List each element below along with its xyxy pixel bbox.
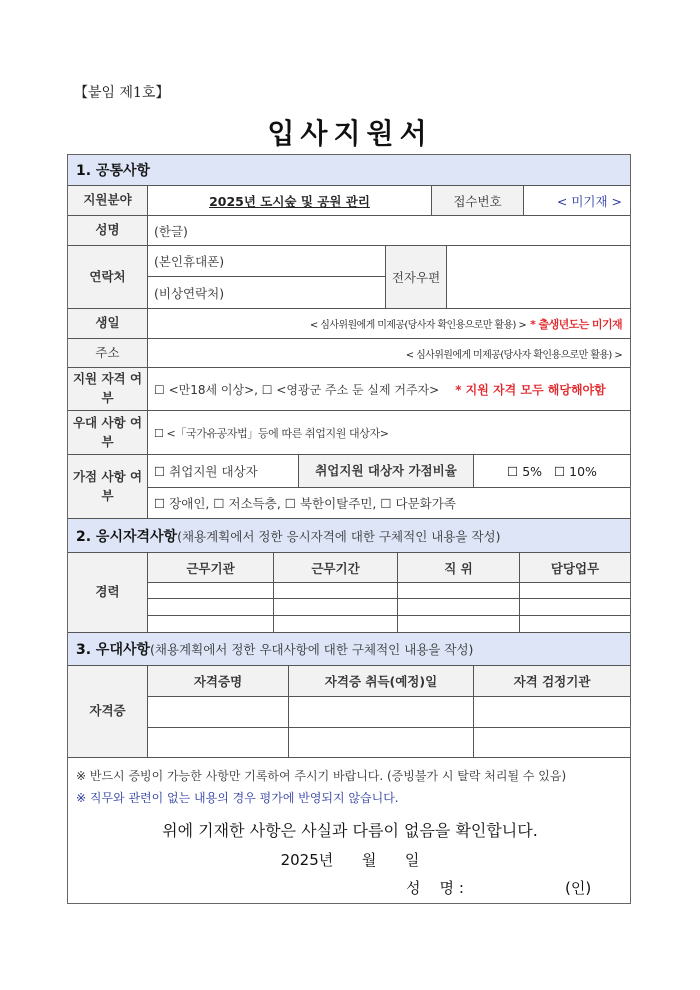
email-input[interactable] [447, 246, 630, 309]
mobile-input[interactable]: (본인휴대폰) [148, 246, 386, 277]
bonus-rate-checkboxes[interactable]: ☐ 5% ☐ 10% [474, 455, 630, 488]
cert-cell[interactable] [289, 728, 474, 758]
career-cell[interactable] [520, 599, 630, 616]
eligibility-options[interactable] [148, 368, 630, 411]
career-cell[interactable] [520, 583, 630, 599]
career-cell[interactable] [520, 616, 630, 633]
cert-col-date: 자격증 취득(예정)일 [289, 666, 474, 697]
section2-subtitle: (채용계획에서 정한 응시자격에 대한 구체적인 내용을 작성) [177, 528, 501, 544]
preference-label: 우대 사항 여부 [68, 411, 148, 455]
career-col-duty: 담당업무 [520, 553, 630, 583]
career-cell[interactable] [398, 583, 520, 599]
career-cell[interactable] [398, 599, 520, 616]
name-input[interactable]: (한글) [148, 216, 630, 246]
email-label: 전자우편 [386, 246, 447, 309]
attachment-label: 【붙임 제1호】 [74, 85, 170, 101]
contact-label: 연락처 [68, 246, 148, 309]
address-label: 주소 [68, 339, 148, 368]
career-cell[interactable] [274, 616, 398, 633]
application-form [67, 154, 631, 904]
address-input[interactable] [148, 339, 630, 368]
cert-cell[interactable] [148, 728, 289, 758]
career-col-period: 근무기간 [274, 553, 398, 583]
career-col-org: 근무기관 [148, 553, 274, 583]
confirmation-statement: 위에 기재한 사항은 사실과 다름이 없음을 확인합니다. [162, 821, 538, 840]
section3-title: 3. 우대사항 [76, 642, 151, 658]
footer-note-evidence: ※ 반드시 증빙이 가능한 사항만 기록하여 주시기 바랍니다. (증빙불가 시 탈락 처리될 수 있음) [76, 769, 567, 783]
bonus-other-checkboxes[interactable]: ☐ 장애인, ☐ 저소득층, ☐ 북한이탈주민, ☐ 다문화가족 [148, 488, 630, 519]
employment-support-checkbox[interactable]: ☐ 취업지원 대상자 [148, 455, 299, 488]
preference-checkbox[interactable]: ☐ <「국가유공자법」등에 따른 취업지원 대상자> [148, 411, 630, 455]
career-cell[interactable] [274, 583, 398, 599]
cert-col-issuer: 자격 검정기관 [474, 666, 630, 697]
field-label: 지원분야 [68, 186, 148, 216]
section2-heading [68, 519, 630, 553]
page-title: 입사지원서 [267, 117, 433, 150]
cert-col-name: 자격증명 [148, 666, 289, 697]
bonus-label: 가점 사항 여부 [68, 455, 148, 519]
emergency-contact-input[interactable]: (비상연락처) [148, 277, 386, 309]
birth-warning: * 출생년도는 미기재 [530, 317, 622, 331]
birth-label: 생일 [68, 309, 148, 339]
career-label: 경력 [68, 553, 148, 633]
address-note: < 심사위원에게 미제공(당사자 확인용으로만 활용) > [405, 349, 622, 361]
birth-input[interactable] [148, 309, 630, 339]
section3-subtitle: (채용계획에서 정한 우대사항에 대한 구체적인 내용을 작성) [150, 642, 474, 657]
birth-note: < 심사위원에게 미제공(당사자 확인용으로만 활용) > [309, 320, 527, 331]
name-label: 성명 [68, 216, 148, 246]
eligibility-label: 지원 자격 여부 [68, 368, 148, 411]
section3-heading [68, 633, 630, 666]
receipt-value: < 미기재 > [524, 186, 630, 216]
field-value: 2025년 도시숲 및 공원 관리 [148, 186, 432, 216]
cert-cell[interactable] [474, 728, 630, 758]
footer-note-relevance: ※ 직무와 관련이 없는 내용의 경우 평가에 반영되지 않습니다. [76, 791, 399, 805]
eligibility-checkboxes[interactable]: ☐ <만18세 이상>, ☐ <영광군 주소 둔 실제 거주자> [154, 382, 440, 397]
seal-mark: (인) [565, 879, 592, 897]
career-col-position: 직 위 [398, 553, 520, 583]
career-cell[interactable] [274, 599, 398, 616]
cert-cell[interactable] [289, 697, 474, 728]
receipt-label: 접수번호 [432, 186, 524, 216]
section1-heading: 1. 공통사항 [68, 155, 630, 186]
career-cell[interactable] [148, 583, 274, 599]
signature-name-label: 성 명 : [406, 879, 464, 897]
signature-date: 2025년 월 일 [280, 851, 420, 869]
career-cell[interactable] [148, 599, 274, 616]
eligibility-warning: * 지원 자격 모두 해당해야함 [455, 382, 606, 397]
career-cell[interactable] [148, 616, 274, 633]
certificate-label: 자격증 [68, 666, 148, 758]
career-cell[interactable] [398, 616, 520, 633]
cert-cell[interactable] [474, 697, 630, 728]
cert-cell[interactable] [148, 697, 289, 728]
bonus-rate-label: 취업지원 대상자 가점비율 [299, 455, 474, 488]
section2-title: 2. 응시자격사항 [76, 528, 178, 545]
